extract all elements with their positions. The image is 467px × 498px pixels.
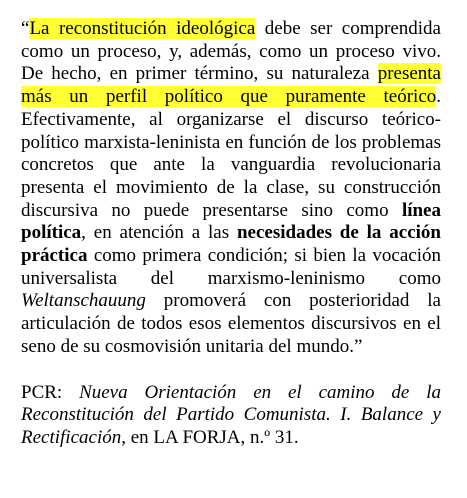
italic-weltanschauung: Weltanschauung (21, 290, 146, 312)
quote-text-5: promoverá con posterioridad la articulación de todos esos elementos discursivos en el seno de su cosmovisión unitaria del mundo. (21, 290, 441, 357)
close-quote-mark: ” (353, 335, 363, 357)
citation-prefix: PCR: (21, 381, 80, 403)
open-quote-mark: “ (21, 18, 30, 39)
quote-text-4: como primera condición; si bien la vocación universalista del marxismo-leninismo como (21, 245, 441, 289)
quote-paragraph (21, 18, 441, 359)
document-page (21, 18, 441, 450)
bold-linea-politica: línea política (21, 199, 441, 244)
citation-suffix: , en LA FORJA, n.º 31. (121, 426, 299, 448)
highlight-political-profile: presenta más un perfil político que puramente teórico (21, 63, 441, 108)
quote-text-1: debe ser comprendida como un proceso, y, además, como un proceso vivo. De hecho, en primer término, su naturaleza (21, 18, 441, 85)
citation-paragraph (21, 382, 441, 450)
citation-title: Nueva Orientación en el camino de la Reconstitución del Partido Comunista. I. Balance y Rectificación (21, 381, 441, 448)
quote-text-2: . Efectivamente, al organizarse el discurso teórico-político marxista-leninista en función de los problemas concretos que ante la vanguardia revolucionaria presenta el movimiento de la clase, su construcción discursiva no puede presentarse sino como (21, 86, 441, 221)
quote-text-3: , en atención a las (81, 222, 237, 244)
bold-necesidades-accion-practica: necesidades de la acción práctica (21, 222, 441, 267)
highlight-ideological-reconstitution: La reconstitución ideológica (29, 18, 256, 39)
